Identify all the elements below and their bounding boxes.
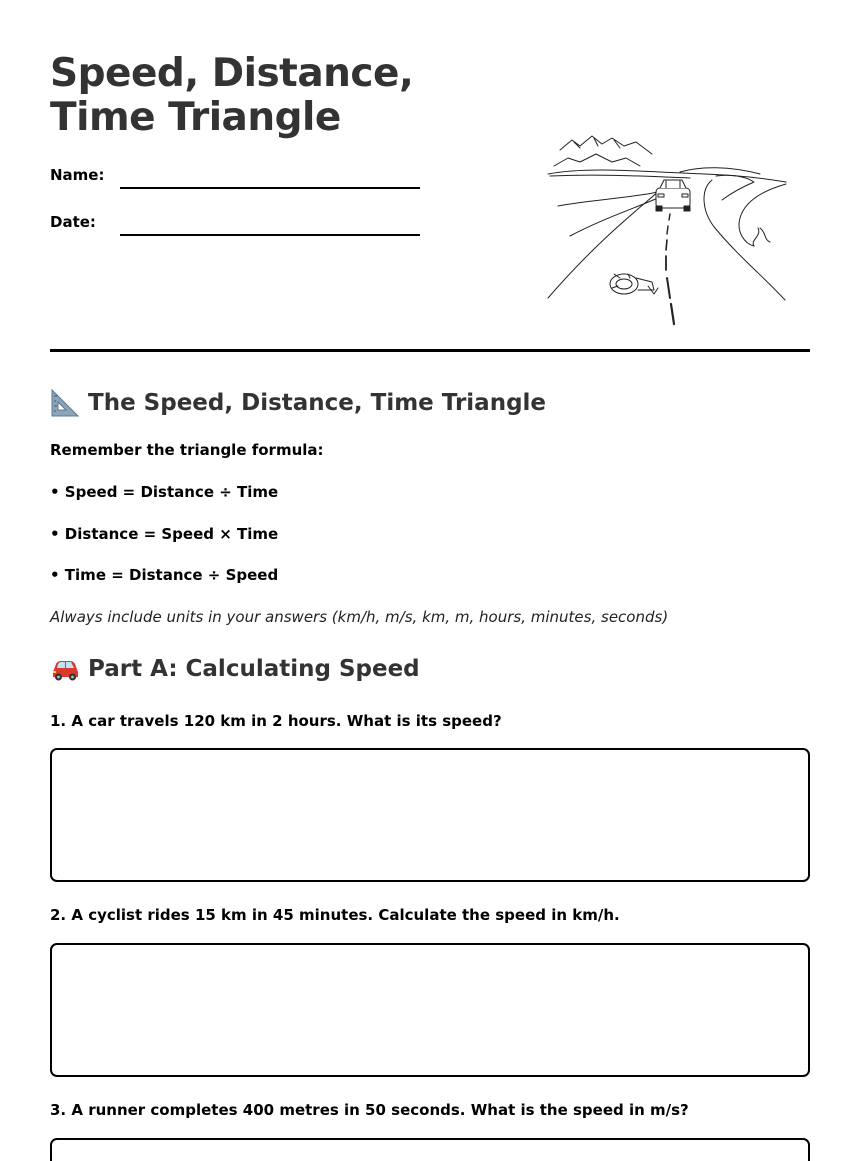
part-a-title (50, 654, 420, 684)
units-note: Always include units in your answers (km/h, m/s, km, m, hours, minutes, seconds) (50, 608, 669, 626)
name-label: Name: (50, 166, 105, 184)
answer-box-2[interactable] (50, 943, 810, 1077)
section-heading-text: The Speed, Distance, Time Triangle (88, 390, 547, 416)
question-3: 3. A runner completes 400 metres in 50 seconds. What is the speed in m/s? (50, 1101, 689, 1119)
red-car-icon (50, 654, 80, 684)
section-heading-text: Part A: Calculating Speed (88, 656, 420, 682)
question-2: 2. A cyclist rides 15 km in 45 minutes. Calculate the speed in km/h. (50, 906, 620, 924)
date-label: Date: (50, 213, 96, 231)
triangle-section-title (50, 388, 546, 418)
formula-intro: Remember the triangle formula: (50, 441, 324, 459)
date-field[interactable] (120, 234, 420, 236)
page-title: Speed, Distance, Time Triangle (50, 51, 414, 140)
question-1: 1. A car travels 120 km in 2 hours. What is its speed? (50, 712, 502, 730)
answer-box-3[interactable] (50, 1138, 810, 1161)
formula-distance: • Distance = Speed × Time (50, 525, 279, 543)
formula-speed: • Speed = Distance ÷ Time (50, 483, 279, 501)
formula-time: • Time = Distance ÷ Speed (50, 566, 279, 584)
road-illustration (540, 128, 795, 328)
name-field[interactable] (120, 187, 420, 189)
triangular-ruler-icon (50, 388, 80, 418)
answer-box-1[interactable] (50, 748, 810, 882)
header-divider (50, 349, 810, 352)
